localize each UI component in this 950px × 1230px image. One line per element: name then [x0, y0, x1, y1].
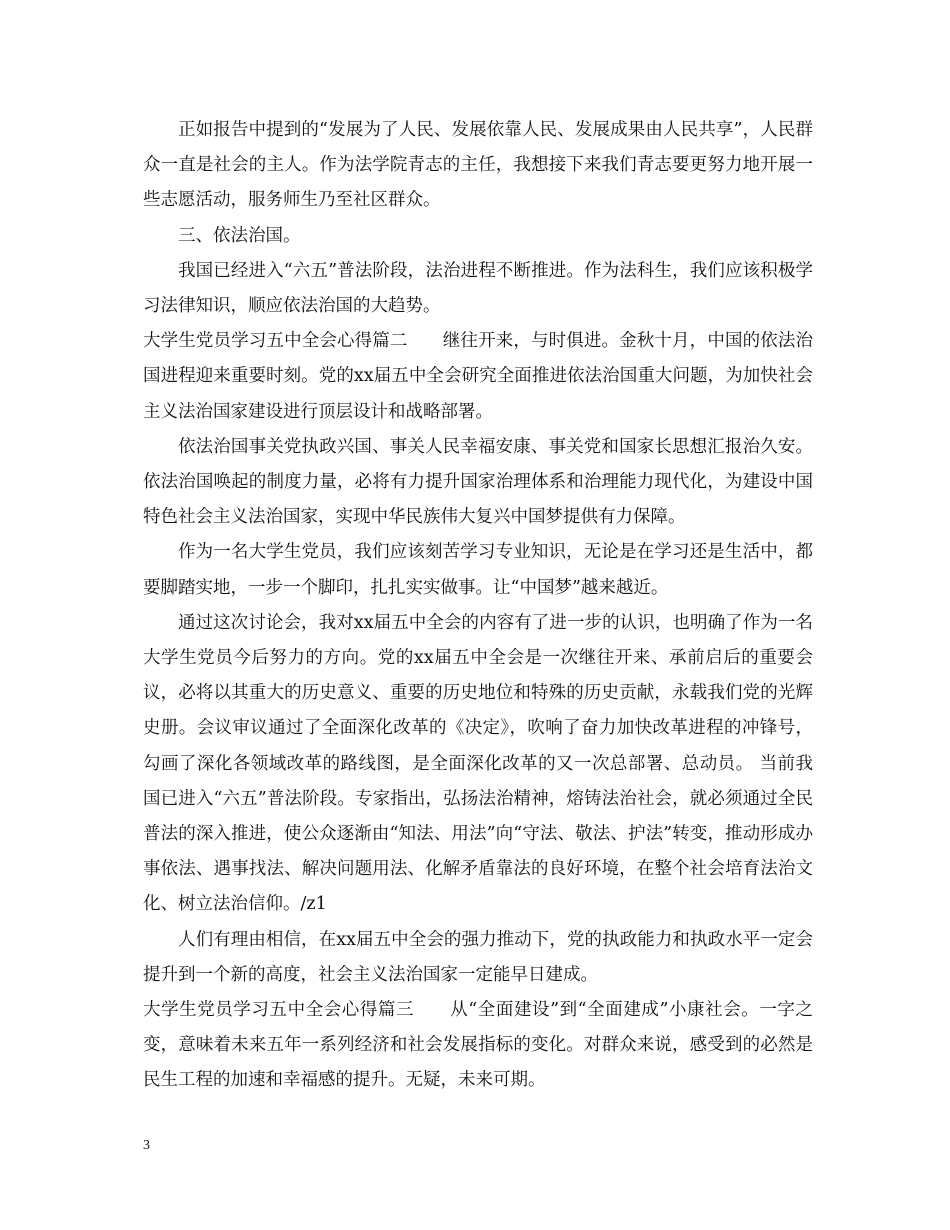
document-body: [143, 113, 813, 1099]
paragraph: 依法治国事关党执政兴国、事关人民幸福安康、事关党和国家长思想汇报治久安。依法治国唤起的制度力量，必将有力提升国家治理体系和治理能力现代化，为建设中国特色社会主义法治国家，实现中华民族伟大复兴中国梦提供有力保障。: [143, 436, 813, 528]
paragraph: 我国已经进入“六五”普法阶段，法治进程不断推进。作为法科生，我们应该积极学习法律知识，顺应依法治国的大趋势。: [143, 260, 813, 317]
section-heading: 三、依法治国。: [178, 225, 301, 246]
paragraph: 人们有理由相信，在xx届五中全会的强力推动下，党的执政能力和执政水平一定会提升到一个新的高度，社会主义法治国家一定能早日建成。: [143, 929, 813, 985]
paragraph: 正如报告中提到的“发展为了人民、发展依靠人民、发展成果由人民共享”，人民群众一直是社会的主人。作为法学院青志的主任，我想接下来我们青志要更努力地开展一些志愿活动，服务师生乃至社区群众。: [143, 120, 813, 211]
article-title-paragraph: 大学生党员学习五中全会心得篇三 从“全面建设”到“全面建成”小康社会。一字之变，意味着未来五年一系列经济和社会发展指标的变化。对群众来说，感受到的必然是民生工程的加速和幸福感的提升。无疑，未来可期。: [143, 1000, 813, 1091]
article-title-paragraph: 大学生党员学习五中全会心得篇二 继往开来，与时俱进。金秋十月，中国的依法治国进程迎来重要时刻。党的xx届五中全会研究全面推进依法治国重大问题，为加快社会主义法治国家建设进行顶层设计和战略部署。: [143, 331, 813, 422]
paragraph: 通过这次讨论会，我对xx届五中全会的内容有了进一步的认识，也明确了作为一名大学生党员今后努力的方向。党的xx届五中全会是一次继往开来、承前启后的重要会议，必将以其重大的历史意义、重要的历史地位和特殊的历史贡献，永载我们党的光辉史册。会议审议通过了全面深化改革的《决定》，吹响了奋力加快改革进程的冲锋号，勾画了深化各领域改革的路线图，是全面深化改革的又一次总部署、总动员。 当前我国已进入“六五”普法阶段。专家指出，弘扬法治精神，熔铸法治社会，就必须通过全民普法的深入推进，使公众逐渐由“知法、用法”向“守法、敬法、护法”转变，推动形成办事依法、遇事找法、解决问题用法、化解矛盾靠法的良好环境，在整个社会培育法治文化、树立法治信仰。/z1: [143, 612, 813, 915]
paragraph: 作为一名大学生党员，我们应该刻苦学习专业知识，无论是在学习还是生活中，都要脚踏实地，一步一个脚印，扎扎实实做事。让“中国梦”越来越近。: [143, 542, 813, 598]
page-number: 3: [143, 1138, 150, 1153]
